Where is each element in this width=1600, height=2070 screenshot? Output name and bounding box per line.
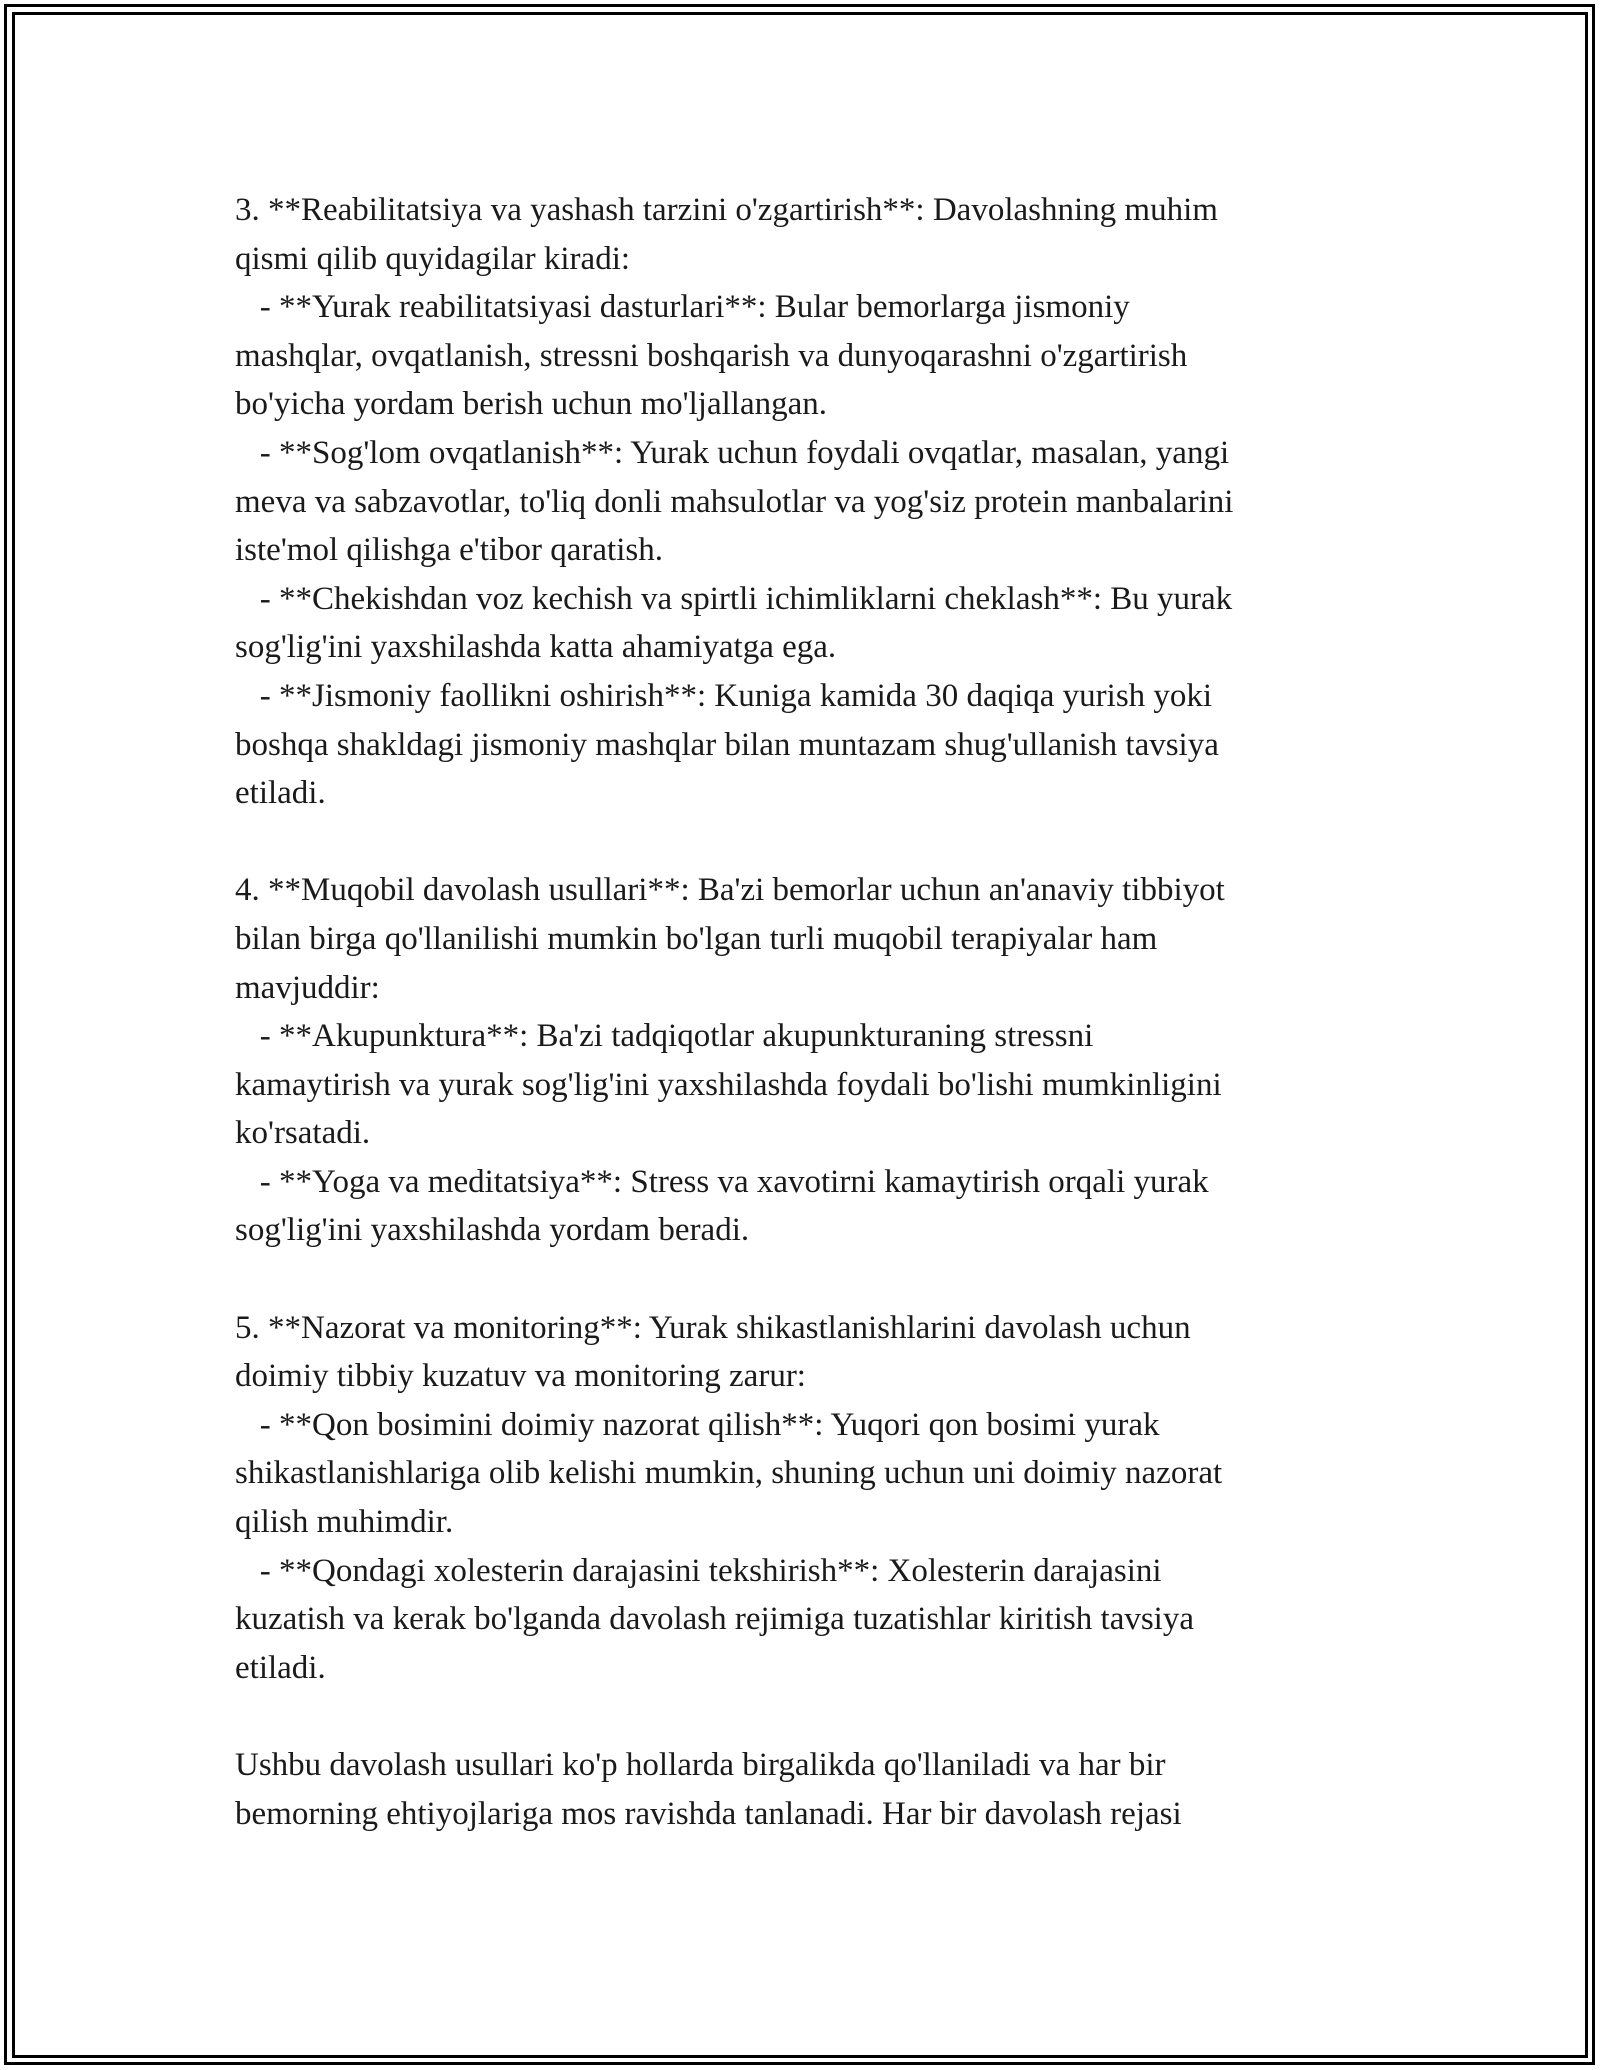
section-3: [235, 186, 1375, 818]
text-line: mavjuddir:: [235, 969, 380, 1006]
text-line: Ushbu davolash usullari ko'p hollarda birgalikda qo'llaniladi va har bir: [235, 1747, 1166, 1783]
text-line: - **Yoga va meditatsiya**: Stress va xavotirni kamaytirish orqali yurak: [235, 1163, 1209, 1200]
text-line: 3. **Reabilitatsiya va yashash tarzini o'zgartirish**: Davolashning muhim: [235, 192, 1218, 228]
paragraph-spacer: [235, 818, 1375, 867]
document-body: [235, 186, 1375, 1838]
text-line: qismi qilib quyidagilar kiradi:: [235, 240, 631, 277]
text-line: shikastlanishlariga olib kelishi mumkin, shuning uchun uni doimiy nazorat: [235, 1455, 1223, 1492]
conclusion-paragraph: [235, 1741, 1375, 1838]
text-line: etiladi.: [235, 775, 326, 812]
text-line: doimiy tibbiy kuzatuv va monitoring zarur:: [235, 1358, 806, 1395]
text-line: - **Jismoniy faollikni oshirish**: Kuniga kamida 30 daqiqa yurish yoki: [235, 677, 1213, 714]
text-line: bo'yicha yordam berish uchun mo'ljallangan.: [235, 386, 827, 423]
text-line: bilan birga qo'llanilishi mumkin bo'lgan turli muqobil terapiyalar ham: [235, 920, 1158, 957]
text-line: qilish muhimdir.: [235, 1504, 454, 1541]
paragraph-spacer: [235, 1255, 1375, 1304]
paragraph-spacer: [235, 1692, 1375, 1741]
text-line: sog'lig'ini yaxshilashda yordam beradi.: [235, 1212, 750, 1249]
text-line: kamaytirish va yurak sog'lig'ini yaxshilashda foydali bo'lishi mumkinligini: [235, 1066, 1222, 1103]
text-line: sog'lig'ini yaxshilashda katta ahamiyatga ega.: [235, 629, 837, 666]
text-line: meva va sabzavotlar, to'liq donli mahsulotlar va yog'siz protein manbalarini: [235, 483, 1234, 520]
text-line: - **Sog'lom ovqatlanish**: Yurak uchun foydali ovqatlar, masalan, yangi: [235, 434, 1230, 471]
text-line: etiladi.: [235, 1649, 326, 1686]
text-line: 4. **Muqobil davolash usullari**: Ba'zi bemorlar uchun an'anaviy tibbiyot: [235, 872, 1225, 909]
text-line: ko'rsatadi.: [235, 1115, 371, 1152]
text-line: - **Qondagi xolesterin darajasini tekshirish**: Xolesterin darajasini: [235, 1552, 1162, 1589]
text-line: - **Chekishdan voz kechish va spirtli ichimliklarni cheklash**: Bu yurak: [235, 580, 1233, 617]
section-5: [235, 1304, 1375, 1693]
text-line: 5. **Nazorat va monitoring**: Yurak shikastlanishlarini davolash uchun: [235, 1309, 1191, 1346]
text-line: kuzatish va kerak bo'lganda davolash rejimiga tuzatishlar kiritish tavsiya: [235, 1601, 1194, 1638]
text-line: - **Yurak reabilitatsiyasi dasturlari**: Bular bemorlarga jismoniy: [235, 289, 1130, 326]
section-4: [235, 866, 1375, 1255]
text-line: boshqa shakldagi jismoniy mashqlar bilan muntazam shug'ullanish tavsiya: [235, 726, 1219, 763]
text-line: - **Qon bosimini doimiy nazorat qilish**: Yuqori qon bosimi yurak: [235, 1406, 1160, 1443]
text-line: - **Akupunktura**: Ba'zi tadqiqotlar akupunkturaning stressni: [235, 1018, 1094, 1055]
text-line: bemorning ehtiyojlariga mos ravishda tanlanadi. Har bir davolash rejasi: [235, 1795, 1182, 1832]
text-line: iste'mol qilishga e'tibor qaratish.: [235, 532, 663, 569]
text-line: mashqlar, ovqatlanish, stressni boshqarish va dunyoqarashni o'zgartirish: [235, 337, 1188, 374]
